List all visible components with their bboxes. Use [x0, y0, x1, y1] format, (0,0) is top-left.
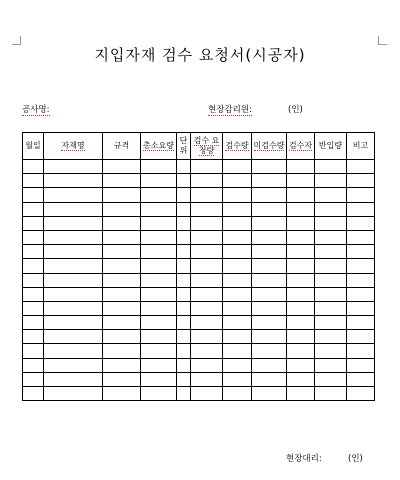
table-cell[interactable]	[23, 216, 44, 230]
table-cell[interactable]	[315, 344, 347, 358]
table-cell[interactable]	[223, 372, 252, 386]
table-cell[interactable]	[23, 387, 44, 401]
table-cell[interactable]	[191, 202, 223, 216]
table-cell[interactable]	[44, 273, 103, 287]
table-cell[interactable]	[287, 216, 315, 230]
table-cell[interactable]	[103, 287, 141, 301]
table-cell[interactable]	[177, 316, 191, 330]
table-cell[interactable]	[347, 287, 375, 301]
table-cell[interactable]	[287, 188, 315, 202]
table-cell[interactable]	[315, 316, 347, 330]
table-row	[23, 387, 375, 401]
table-cell[interactable]	[252, 160, 287, 174]
table-cell[interactable]	[141, 174, 177, 188]
header-spec: 규격	[103, 133, 141, 160]
table-row	[23, 160, 375, 174]
table-cell[interactable]	[287, 387, 315, 401]
table-cell[interactable]	[223, 301, 252, 315]
table-row	[23, 273, 375, 287]
table-cell[interactable]	[315, 358, 347, 372]
table-cell[interactable]	[141, 273, 177, 287]
table-cell[interactable]	[44, 202, 103, 216]
table-cell[interactable]	[103, 387, 141, 401]
table-cell[interactable]	[191, 160, 223, 174]
table-cell[interactable]	[177, 287, 191, 301]
table-cell[interactable]	[252, 245, 287, 259]
table-cell[interactable]	[347, 188, 375, 202]
table-cell[interactable]	[177, 259, 191, 273]
table-cell[interactable]	[252, 387, 287, 401]
table-cell[interactable]	[177, 245, 191, 259]
table-cell[interactable]	[287, 259, 315, 273]
table-cell[interactable]	[252, 372, 287, 386]
table-cell[interactable]	[252, 259, 287, 273]
table-cell[interactable]	[287, 230, 315, 244]
table-cell[interactable]	[315, 160, 347, 174]
table-cell[interactable]	[44, 287, 103, 301]
table-cell[interactable]	[44, 245, 103, 259]
table-cell[interactable]	[141, 216, 177, 230]
table-cell[interactable]	[315, 230, 347, 244]
site-supervisor-label: 현장감리원:	[208, 105, 252, 115]
table-cell[interactable]	[252, 344, 287, 358]
table-row	[23, 344, 375, 358]
table-cell[interactable]	[191, 316, 223, 330]
table-cell[interactable]	[103, 301, 141, 315]
table-cell[interactable]	[287, 372, 315, 386]
table-row	[23, 259, 375, 273]
table-cell[interactable]	[44, 230, 103, 244]
table-cell[interactable]	[177, 216, 191, 230]
table-cell[interactable]	[44, 372, 103, 386]
table-cell[interactable]	[23, 358, 44, 372]
table-cell[interactable]	[347, 216, 375, 230]
table-cell[interactable]	[23, 230, 44, 244]
table-cell[interactable]	[177, 301, 191, 315]
table-cell[interactable]	[103, 188, 141, 202]
header-total-required: 총소요량	[141, 133, 177, 160]
table-cell[interactable]	[223, 174, 252, 188]
table-cell[interactable]	[252, 188, 287, 202]
table-cell[interactable]	[44, 330, 103, 344]
site-agent-label: 현장대리:	[286, 454, 322, 464]
table-cell[interactable]	[191, 344, 223, 358]
table-cell[interactable]	[252, 287, 287, 301]
table-cell[interactable]	[44, 344, 103, 358]
table-cell[interactable]	[44, 160, 103, 174]
table-cell[interactable]	[177, 344, 191, 358]
table-cell[interactable]	[141, 387, 177, 401]
table-cell[interactable]	[252, 230, 287, 244]
table-cell[interactable]	[191, 358, 223, 372]
table-cell[interactable]	[103, 273, 141, 287]
table-row	[23, 316, 375, 330]
table-cell[interactable]	[141, 372, 177, 386]
table-cell[interactable]	[44, 316, 103, 330]
table-cell[interactable]	[141, 287, 177, 301]
table-cell[interactable]	[252, 330, 287, 344]
table-cell[interactable]	[177, 160, 191, 174]
header-uninspected-qty: 미검수량	[252, 133, 287, 160]
table-cell[interactable]	[103, 316, 141, 330]
table-cell[interactable]	[177, 372, 191, 386]
table-cell[interactable]	[141, 245, 177, 259]
table-cell[interactable]	[223, 202, 252, 216]
table-cell[interactable]	[223, 245, 252, 259]
table-row	[23, 174, 375, 188]
table-cell[interactable]	[177, 202, 191, 216]
header-date: 월일	[23, 133, 44, 160]
table-cell[interactable]	[347, 301, 375, 315]
table-cell[interactable]	[315, 372, 347, 386]
construction-name-field	[22, 103, 50, 115]
table-cell[interactable]	[347, 202, 375, 216]
table-cell[interactable]	[141, 330, 177, 344]
table-cell[interactable]	[177, 174, 191, 188]
table-cell[interactable]	[44, 301, 103, 315]
table-cell[interactable]	[191, 330, 223, 344]
header-inspected-qty: 검수량	[223, 133, 252, 160]
table-cell[interactable]	[315, 245, 347, 259]
table-cell[interactable]	[141, 230, 177, 244]
table-cell[interactable]	[141, 358, 177, 372]
table-cell[interactable]	[347, 372, 375, 386]
table-cell[interactable]	[223, 160, 252, 174]
table-cell[interactable]	[223, 387, 252, 401]
table-cell[interactable]	[223, 316, 252, 330]
table-body	[23, 160, 375, 401]
table-cell[interactable]	[287, 160, 315, 174]
table-cell[interactable]	[103, 174, 141, 188]
table-cell[interactable]	[177, 230, 191, 244]
table-cell[interactable]	[44, 387, 103, 401]
table-cell[interactable]	[287, 273, 315, 287]
table-cell[interactable]	[103, 160, 141, 174]
table-cell[interactable]	[347, 174, 375, 188]
table-cell[interactable]	[103, 358, 141, 372]
table-row	[23, 202, 375, 216]
table-cell[interactable]	[315, 387, 347, 401]
site-agent-seal: (인)	[348, 454, 363, 464]
document-title: 지입자재 검수 요청서(시공자)	[94, 46, 306, 64]
table-cell[interactable]	[44, 188, 103, 202]
table-row	[23, 188, 375, 202]
table-cell[interactable]	[252, 216, 287, 230]
table-cell[interactable]	[23, 188, 44, 202]
table-cell[interactable]	[23, 160, 44, 174]
table-cell[interactable]	[103, 202, 141, 216]
table-cell[interactable]	[347, 273, 375, 287]
header-inspection-request-qty: 검수 요청량	[191, 133, 223, 160]
table-cell[interactable]	[141, 301, 177, 315]
table-header-row	[23, 133, 375, 160]
table-cell[interactable]	[44, 216, 103, 230]
table-row	[23, 216, 375, 230]
table-cell[interactable]	[191, 372, 223, 386]
table-row	[23, 301, 375, 315]
table-cell[interactable]	[191, 174, 223, 188]
table-cell[interactable]	[23, 259, 44, 273]
table-row	[23, 372, 375, 386]
table-cell[interactable]	[223, 230, 252, 244]
table-cell[interactable]	[141, 202, 177, 216]
table-cell[interactable]	[347, 259, 375, 273]
table-cell[interactable]	[23, 301, 44, 315]
table-cell[interactable]	[191, 301, 223, 315]
table-cell[interactable]	[23, 287, 44, 301]
table-cell[interactable]	[191, 387, 223, 401]
table-cell[interactable]	[287, 316, 315, 330]
table-cell[interactable]	[103, 372, 141, 386]
table-cell[interactable]	[252, 316, 287, 330]
table-cell[interactable]	[315, 202, 347, 216]
table-cell[interactable]	[347, 330, 375, 344]
table-cell[interactable]	[223, 358, 252, 372]
table-cell[interactable]	[315, 188, 347, 202]
table-cell[interactable]	[347, 230, 375, 244]
inspection-table	[22, 132, 375, 401]
table-cell[interactable]	[223, 287, 252, 301]
table-cell[interactable]	[223, 330, 252, 344]
table-cell[interactable]	[252, 358, 287, 372]
table-cell[interactable]	[141, 344, 177, 358]
table-cell[interactable]	[141, 160, 177, 174]
table-cell[interactable]	[347, 245, 375, 259]
table-cell[interactable]	[347, 344, 375, 358]
table-cell[interactable]	[315, 330, 347, 344]
table-cell[interactable]	[287, 287, 315, 301]
table-cell[interactable]	[252, 301, 287, 315]
table-cell[interactable]	[23, 245, 44, 259]
header-delivered-qty: 반입량	[315, 133, 347, 160]
table-cell[interactable]	[223, 344, 252, 358]
table-cell[interactable]	[103, 216, 141, 230]
site-supervisor-field	[208, 103, 252, 115]
table-row	[23, 230, 375, 244]
table-cell[interactable]	[223, 273, 252, 287]
table-cell[interactable]	[103, 344, 141, 358]
table-cell[interactable]	[252, 202, 287, 216]
table-cell[interactable]	[287, 174, 315, 188]
table-cell[interactable]	[191, 188, 223, 202]
header-material-name: 자재명	[44, 133, 103, 160]
header-unit: 단위	[177, 133, 191, 160]
table-cell[interactable]	[347, 387, 375, 401]
table-cell[interactable]	[23, 174, 44, 188]
table-cell[interactable]	[44, 358, 103, 372]
table-cell[interactable]	[315, 216, 347, 230]
table-cell[interactable]	[287, 330, 315, 344]
table-cell[interactable]	[287, 358, 315, 372]
table-cell[interactable]	[23, 372, 44, 386]
header-inspector: 검수자	[287, 133, 315, 160]
table-cell[interactable]	[44, 259, 103, 273]
table-cell[interactable]	[347, 358, 375, 372]
table-cell[interactable]	[23, 273, 44, 287]
construction-name-label: 공사명:	[22, 105, 50, 115]
table-cell[interactable]	[44, 174, 103, 188]
table-cell[interactable]	[23, 344, 44, 358]
table-row	[23, 287, 375, 301]
table-cell[interactable]	[347, 316, 375, 330]
table-cell[interactable]	[252, 273, 287, 287]
table-cell[interactable]	[103, 230, 141, 244]
table-cell[interactable]	[315, 287, 347, 301]
table-cell[interactable]	[177, 330, 191, 344]
table-cell[interactable]	[191, 245, 223, 259]
table-cell[interactable]	[287, 301, 315, 315]
table-cell[interactable]	[191, 287, 223, 301]
table-cell[interactable]	[103, 245, 141, 259]
table-cell[interactable]	[103, 330, 141, 344]
site-supervisor-seal: (인)	[288, 105, 303, 115]
table-cell[interactable]	[287, 344, 315, 358]
table-cell[interactable]	[191, 273, 223, 287]
table-cell[interactable]	[287, 202, 315, 216]
table-cell[interactable]	[315, 301, 347, 315]
table-cell[interactable]	[223, 259, 252, 273]
table-cell[interactable]	[103, 259, 141, 273]
table-row	[23, 245, 375, 259]
table-cell[interactable]	[191, 259, 223, 273]
table-cell[interactable]	[141, 188, 177, 202]
table-cell[interactable]	[315, 259, 347, 273]
table-cell[interactable]	[191, 216, 223, 230]
table-cell[interactable]	[177, 358, 191, 372]
table-cell[interactable]	[252, 174, 287, 188]
table-cell[interactable]	[177, 273, 191, 287]
table-cell[interactable]	[23, 330, 44, 344]
table-cell[interactable]	[177, 188, 191, 202]
table-cell[interactable]	[23, 202, 44, 216]
table-cell[interactable]	[191, 230, 223, 244]
table-cell[interactable]	[177, 387, 191, 401]
table-cell[interactable]	[315, 174, 347, 188]
table-cell[interactable]	[141, 259, 177, 273]
table-cell[interactable]	[315, 273, 347, 287]
table-row	[23, 358, 375, 372]
table-cell[interactable]	[23, 316, 44, 330]
table-cell[interactable]	[223, 188, 252, 202]
table-cell[interactable]	[347, 160, 375, 174]
header-remarks: 비고	[347, 133, 375, 160]
table-cell[interactable]	[223, 216, 252, 230]
table-cell[interactable]	[141, 316, 177, 330]
table-cell[interactable]	[287, 245, 315, 259]
table-row	[23, 330, 375, 344]
